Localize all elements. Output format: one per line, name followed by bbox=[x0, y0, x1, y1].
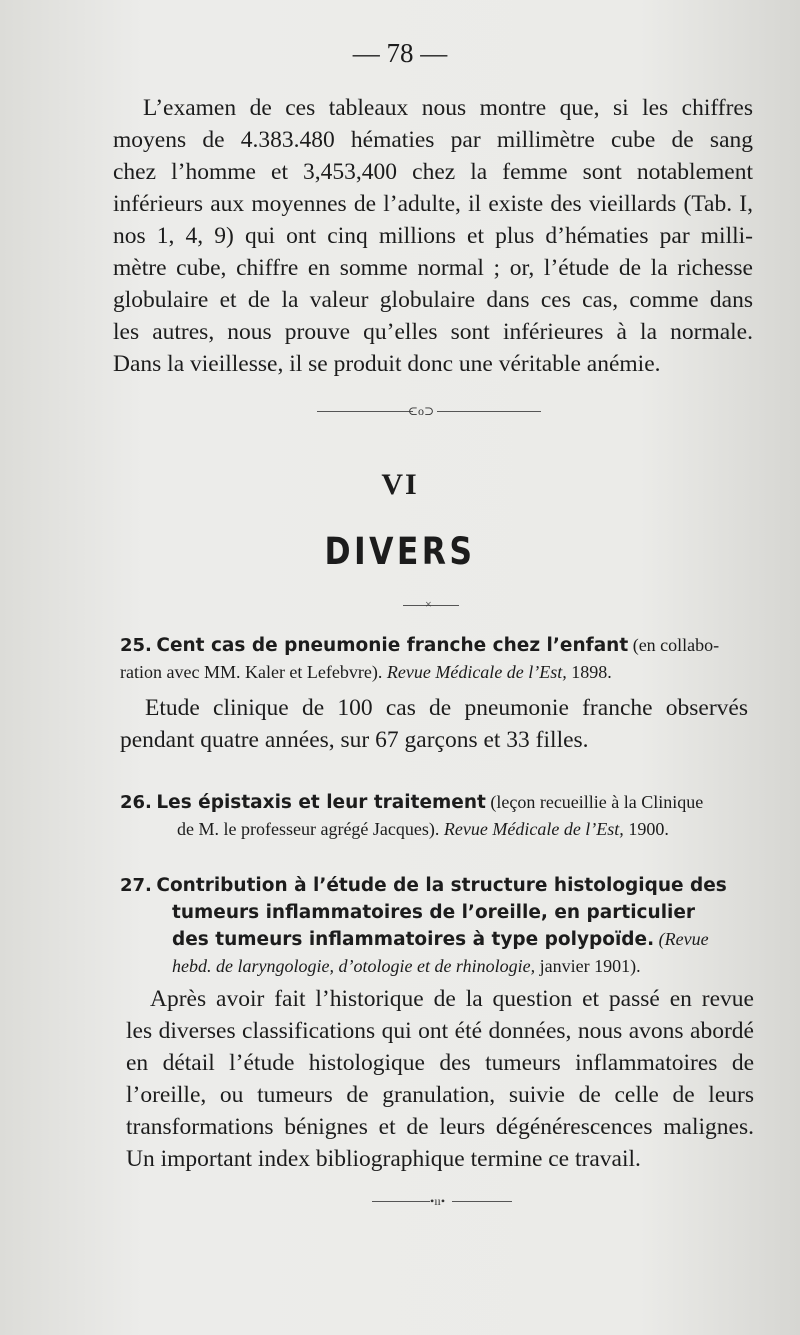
entry-meta: (leçon recueillie à la Clinique bbox=[485, 792, 704, 812]
text-line: Etude clinique de 100 cas de pneumonie franche observés bbox=[145, 695, 748, 721]
text-line: chez l’homme et 3,453,400 chez la femme sont notablement bbox=[113, 159, 753, 185]
entry-meta: (en collabo- bbox=[628, 635, 720, 655]
entry-source: Revue Médicale de l’Est, bbox=[443, 819, 624, 839]
text-line: L’examen de ces tableaux nous montre que, si les chiffres bbox=[143, 95, 753, 121]
text-line: globulaire et de la valeur globulaire dans ces cas, comme dans bbox=[113, 287, 753, 313]
text-line: Après avoir fait l’historique de la question et passé en revue bbox=[150, 986, 754, 1012]
entry-source: hebd. de laryngologie, d’otologie et de rhinologie, bbox=[172, 956, 536, 976]
text-line: l’oreille, ou tumeurs de granulation, suivie de celle de leurs bbox=[126, 1082, 754, 1108]
text-line: en détail l’étude histologique des tumeurs inflammatoires de bbox=[126, 1050, 754, 1076]
entry-meta: de M. le professeur agrégé Jacques). bbox=[177, 819, 444, 839]
text-line: les diverses classifications qui ont été données, nous avons abordé bbox=[126, 1018, 754, 1044]
entry-title-line: tumeurs inflammatoires de l’oreille, en particulier bbox=[172, 902, 696, 923]
text-line: Dans la vieillesse, il se produit donc une véritable anémie. bbox=[113, 351, 661, 377]
text-line: les autres, nous prouve qu’elles sont inférieures à la normale. bbox=[113, 319, 753, 345]
entry-title-line: Contribution à l’étude de la structure histologique des bbox=[156, 875, 727, 896]
page-number: — 78 — bbox=[352, 38, 448, 68]
entry-number: 27. bbox=[120, 875, 152, 896]
entry-number: 25. bbox=[120, 635, 152, 656]
entry-number: 26. bbox=[120, 792, 152, 813]
entry-meta: (Revue bbox=[654, 929, 709, 949]
intro-paragraph bbox=[113, 92, 753, 380]
entry-year: 1898. bbox=[566, 662, 612, 682]
entry-27-summary bbox=[126, 983, 754, 1175]
section-number: VI bbox=[381, 468, 419, 501]
entry-25-summary bbox=[120, 692, 748, 756]
book-page: — 78 — L’examen de ces tableaux nous montre que, si les chiffres moyens de 4.383.480 hématies par millimètre cube de sang chez l’homme et 3,453,400 chez la femme sont notablement inférieurs aux moyennes de l’adulte, il existe des vieillards (Tab. I, nos 1, 4, 9) qui ont cinq millions et plus d’hématies par milli- mètre cube, chiffre en somme normal ; or, l’étude de la richesse globulaire et de la valeur globulaire dans ces cas, comme dans les autres, nous prouve qu’elles sont inférieures à la normale. Dans la vieillesse, il se produit donc une véritable anémie. ⊂o⊃ VI DIVERS × 25. Cent cas de pneumonie franche chez l’enfant (en collabo- ration avec MM. Kaler et Lefebvre). Revue Médicale de l’Est, 1898. Etude clinique de 100 cas de pneumonie franche observés pendant quatre années, sur 67 garçons et 33 filles. 26. Les épistaxis et leur traitement (leçon recueillie à la Clinique de M. le professeur agrégé Jacques). Revue Médicale de l’Est, 1900. 27. Contribution à l’étude de la structure histologique des tumeurs inflammatoires de l’oreille, en particulier des tumeurs inflammatoires à type polypoïde. (Revue hebd. de laryngologie, d’otologie et de rhinologie, janvier 1901). Après avoir fait l’historique de la question et passé en revue les diverses classifications qui ont été données, nous avons abordé en détail l’étude histologique des tumeurs inflammatoires de l’oreille, ou tumeurs de granulation, suivie de celle de leurs transformations bénignes et de leurs dégénérescences malignes. Un important index bibliographique termine ce travail. •ıı• bbox=[0, 0, 800, 1335]
entry-title: Les épistaxis et leur traitement bbox=[156, 792, 486, 813]
bibliography-entry-27 bbox=[120, 872, 760, 980]
section-title: DIVERS bbox=[324, 530, 476, 573]
entry-title: Cent cas de pneumonie franche chez l’enfant bbox=[156, 635, 629, 656]
text-line: pendant quatre années, sur 67 garçons et 33 filles. bbox=[120, 727, 589, 753]
entry-year: 1900. bbox=[623, 819, 669, 839]
text-line: inférieurs aux moyennes de l’adulte, il existe des vieillards (Tab. I, bbox=[113, 191, 753, 217]
text-line: transformations bénignes et de leurs dégénérescences malignes. bbox=[126, 1114, 754, 1140]
entry-source: Revue Médicale de l’Est, bbox=[386, 662, 567, 682]
text-line: nos 1, 4, 9) qui ont cinq millions et plus d’hématies par milli- bbox=[113, 223, 753, 249]
text-line: mètre cube, chiffre en somme normal ; or, l’étude de la richesse bbox=[113, 255, 753, 281]
bibliography-entry-26 bbox=[120, 789, 760, 843]
entry-title-line: des tumeurs inflammatoires à type polypoïde. bbox=[172, 929, 655, 950]
bibliography-entry-25 bbox=[120, 632, 760, 686]
entry-meta: ration avec MM. Kaler et Lefebvre). bbox=[120, 662, 387, 682]
text-line: moyens de 4.383.480 hématies par millimètre cube de sang bbox=[113, 127, 753, 153]
entry-year: janvier 1901). bbox=[535, 956, 641, 976]
text-line: Un important index bibliographique termine ce travail. bbox=[126, 1146, 641, 1172]
